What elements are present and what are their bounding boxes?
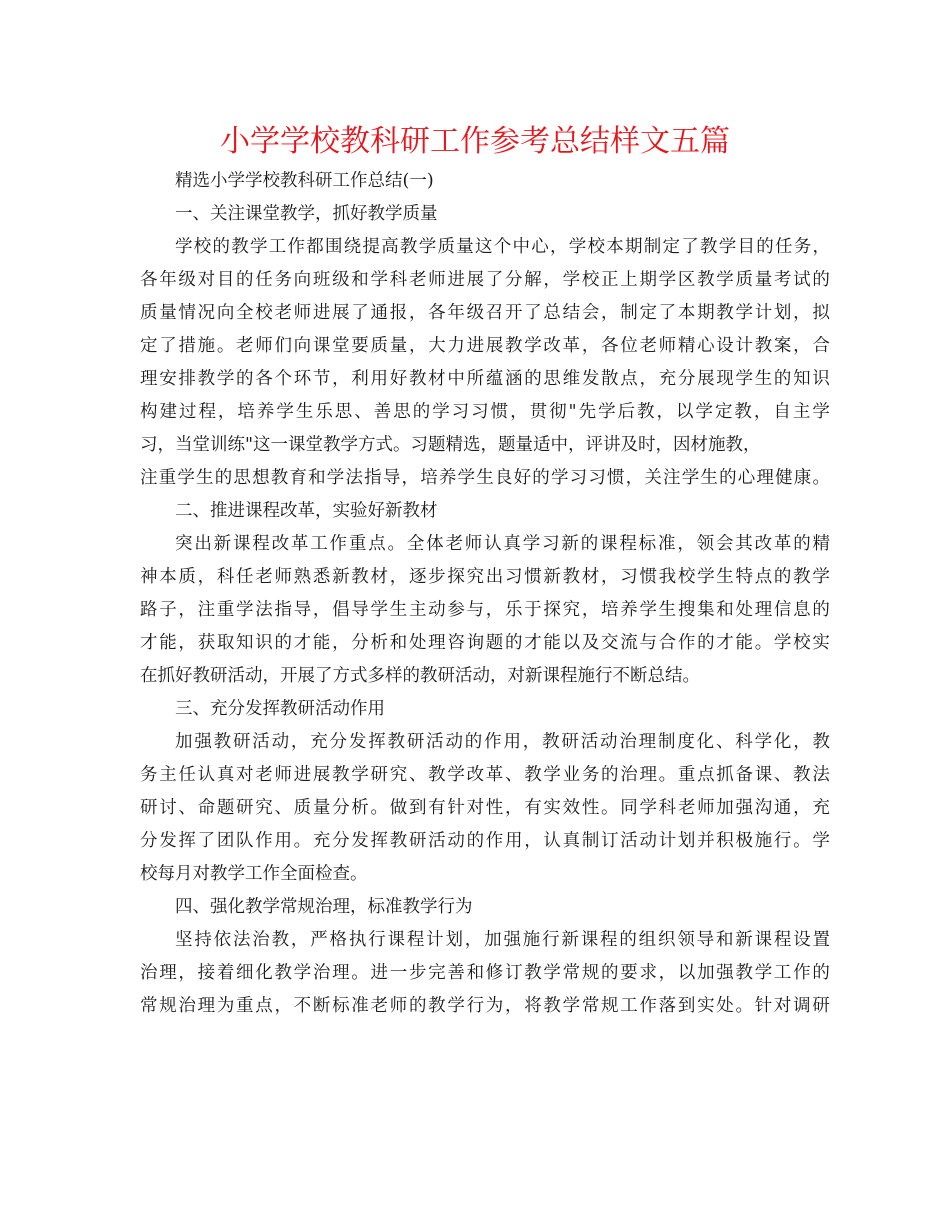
- document-title: 小学学校教科研工作参考总结样文五篇: [220, 124, 730, 159]
- text-line: 习，当堂训练"这一课堂教学方式。习题精选，题量适中，评讲及时，因材施教，: [140, 435, 761, 455]
- text-line: 校每月对教学工作全面检查。: [140, 864, 368, 884]
- text-line: 二、推进课程改革，实验好新教材: [175, 501, 438, 521]
- text-line: 一、关注课堂教学，抓好教学质量: [175, 204, 438, 224]
- text-line: 路子，注重学法指导，倡导学生主动参与，乐于探究，培养学生搜集和处理信息的: [140, 600, 832, 620]
- text-line: 务主任认真对老师进展教学研究、教学改革、教学业务的治理。重点抓备课、教法: [140, 765, 832, 785]
- text-line: 研讨、命题研究、质量分析。做到有针对性，有实效性。同学科老师加强沟通，充: [140, 798, 832, 818]
- text-line: 各年级对目的任务向班级和学科老师进展了分解，学校正上期学区教学质量考试的: [140, 270, 832, 290]
- text-line: 分发挥了团队作用。充分发挥教研活动的作用，认真制订活动计划并积极施行。学: [140, 831, 832, 851]
- text-line: 常规治理为重点，不断标准老师的教学行为，将教学常规工作落到实处。针对调研: [140, 996, 832, 1016]
- text-line: 治理，接着细化教学治理。进一步完善和修订教学常规的要求，以加强教学工作的: [140, 963, 832, 983]
- text-line: 突出新课程改革工作重点。全体老师认真学习新的课程标准，领会其改革的精: [175, 534, 832, 554]
- text-line: 理安排教学的各个环节，利用好教材中所蕴涵的思维发散点，充分展现学生的知识: [140, 369, 832, 389]
- text-line: 三、充分发挥教研活动作用: [175, 699, 385, 719]
- text-line: 神本质，科任老师熟悉新教材，逐步探究出习惯新教材，习惯我校学生特点的教学: [140, 567, 832, 587]
- text-line: 四、强化教学常规治理，标准教学行为: [175, 897, 473, 917]
- text-line: 在抓好教研活动，开展了方式多样的教研活动，对新课程施行不断总结。: [140, 666, 700, 686]
- text-line: 构建过程，培养学生乐思、善思的学习习惯，贯彻"先学后教，以学定教，自主学: [140, 402, 832, 422]
- text-line: 精选小学学校教科研工作总结(一): [175, 171, 434, 191]
- text-line: 学校的教学工作都围绕提高教学质量这个中心，学校本期制定了教学目的任务，: [175, 237, 832, 257]
- text-line: 定了措施。老师们向课堂要质量，大力进展教学改革，各位老师精心设计教案，合: [140, 336, 832, 356]
- text-line: 注重学生的思想教育和学法指导，培养学生良好的学习习惯，关注学生的心理健康。: [140, 468, 832, 488]
- text-line: 才能，获取知识的才能，分析和处理咨询题的才能以及交流与合作的才能。学校实: [140, 633, 832, 653]
- text-line: 加强教研活动，充分发挥教研活动的作用，教研活动治理制度化、科学化，教: [175, 732, 832, 752]
- text-line: 坚持依法治教，严格执行课程计划，加强施行新课程的组织领导和新课程设置: [175, 930, 832, 950]
- document-body: [140, 165, 830, 1023]
- text-line: 质量情况向全校老师进展了通报，各年级召开了总结会，制定了本期教学计划，拟: [140, 303, 832, 323]
